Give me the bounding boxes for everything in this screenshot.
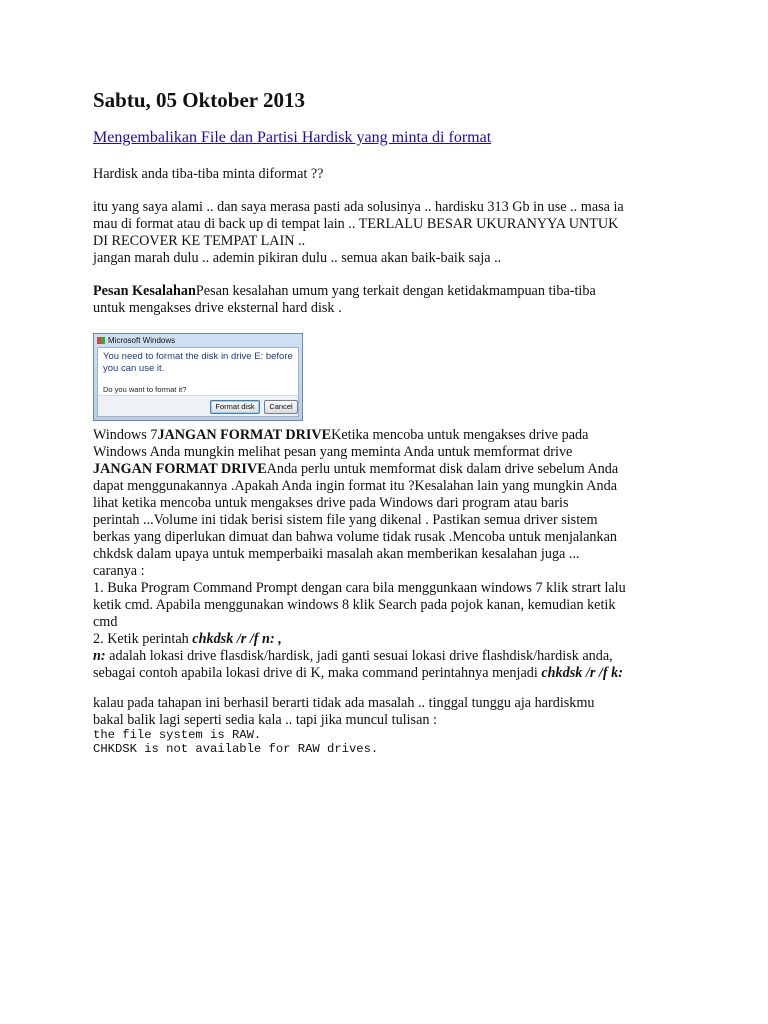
drive-label: n: — [93, 648, 106, 664]
error-message-text-2: untuk mengakses drive eksternal hard disk . — [93, 300, 342, 316]
step-2-line — [93, 631, 678, 648]
dialog-titlebar — [94, 334, 302, 347]
windows7-line-3: Anda perlu untuk memformat disk dalam drive sebelum Anda — [266, 461, 619, 477]
warning-bold: JANGAN FORMAT DRIVE — [93, 461, 267, 477]
drive-note-line — [93, 648, 678, 665]
paragraph-1-line: mau di format atau di back up di tempat lain .. TERLALU BESAR UKURANYYA UNTUK — [93, 216, 619, 232]
format-disk-button: Format disk — [210, 400, 260, 414]
error-output-block — [93, 728, 678, 756]
step-1-line: ketik cmd. Apabila menggunakan windows 8 klik Search pada pojok kanan, kemudian ketik — [93, 597, 616, 613]
windows7-line-2: Windows Anda mungkin melihat pesan yang meminta Anda untuk memformat drive — [93, 444, 573, 460]
windows7-line: berkas yang diperlukan dimuat dan bahwa volume tidak rusak .Mencoba untuk menjalankan — [93, 529, 617, 545]
paragraph-1 — [93, 199, 678, 267]
paragraph-1-line: itu yang saya alami .. dan saya merasa pasti ada solusinya .. hardisku 313 Gb in use .. masa ia — [93, 199, 624, 215]
chkdsk-example-command: chkdsk /r /f k: — [541, 665, 623, 681]
windows-logo-icon — [97, 337, 105, 344]
dialog-footer — [98, 395, 298, 416]
windows7-line: perintah ...Volume ini tidak berisi sistem file yang dikenal . Pastikan semua driver sistem — [93, 512, 598, 528]
error-message-paragraph — [93, 283, 678, 317]
dialog-title: Microsoft Windows — [108, 336, 176, 345]
dialog-heading: You need to format the disk in drive E: before you can use it. — [103, 351, 293, 374]
windows7-line: chkdsk dalam upaya untuk memperbaiki masalah akan memberikan kesalahan juga ... — [93, 546, 580, 562]
post-date: Sabtu, 05 Oktober 2013 — [93, 88, 305, 112]
chkdsk-command: chkdsk /r /f n: , — [192, 631, 282, 647]
drive-note-text: adalah lokasi drive flasdisk/hardisk, jadi ganti sesuai lokasi drive flashdisk/hardisk anda, — [105, 648, 613, 664]
windows7-line: lihat ketika mencoba untuk mengakses drive pada Windows dari program atau baris — [93, 495, 569, 511]
error-output-line: CHKDSK is not available for RAW drives. — [93, 742, 379, 756]
intro-text: Hardisk anda tiba-tiba minta diformat ?? — [93, 166, 324, 182]
windows7-line: caranya : — [93, 563, 145, 579]
post-title-link[interactable]: Mengembalikan File dan Partisi Hardisk yang minta di format — [93, 129, 492, 146]
paragraph-1-line: jangan marah dulu .. ademin pikiran dulu .. semua akan baik-baik saja .. — [93, 250, 502, 266]
result-paragraph — [93, 695, 678, 729]
step-1-line: cmd — [93, 614, 118, 630]
step-1-line: 1. Buka Program Command Prompt dengan cara bila menggunkaan windows 7 klik strart lalu — [93, 580, 626, 596]
dialog-question: Do you want to format it? — [103, 385, 187, 394]
cancel-button: Cancel — [264, 400, 298, 414]
error-message-text: Pesan kesalahan umum yang terkait dengan ketidakmampuan tiba-tiba — [195, 283, 596, 299]
windows7-paragraph — [93, 427, 678, 682]
windows7-prefix: Windows 7 — [93, 427, 158, 443]
step-2-prefix: 2. Ketik perintah — [93, 631, 193, 647]
drive-example-line — [93, 665, 678, 682]
windows7-line-1: Ketika mencoba untuk mengakses drive pada — [331, 427, 589, 443]
error-message-label: Pesan Kesalahan — [93, 283, 196, 299]
warning-bold: JANGAN FORMAT DRIVE — [157, 427, 332, 443]
windows7-line: dapat menggunakannya .Apakah Anda ingin format itu ?Kesalahan lain yang mungkin Anda — [93, 478, 618, 494]
result-line: bakal balik lagi seperti sedia kala .. tapi jika muncul tulisan : — [93, 712, 437, 728]
format-disk-dialog-image — [93, 333, 303, 421]
dialog-body — [97, 347, 299, 417]
error-output-line: the file system is RAW. — [93, 728, 262, 742]
result-line: kalau pada tahapan ini berhasil berarti tidak ada masalah .. tinggal tunggu aja hardiskmu — [93, 695, 595, 711]
paragraph-1-line: DI RECOVER KE TEMPAT LAIN .. — [93, 233, 306, 249]
drive-example-text: sebagai contoh apabila lokasi drive di K, maka command perintahnya menjadi — [93, 665, 542, 681]
